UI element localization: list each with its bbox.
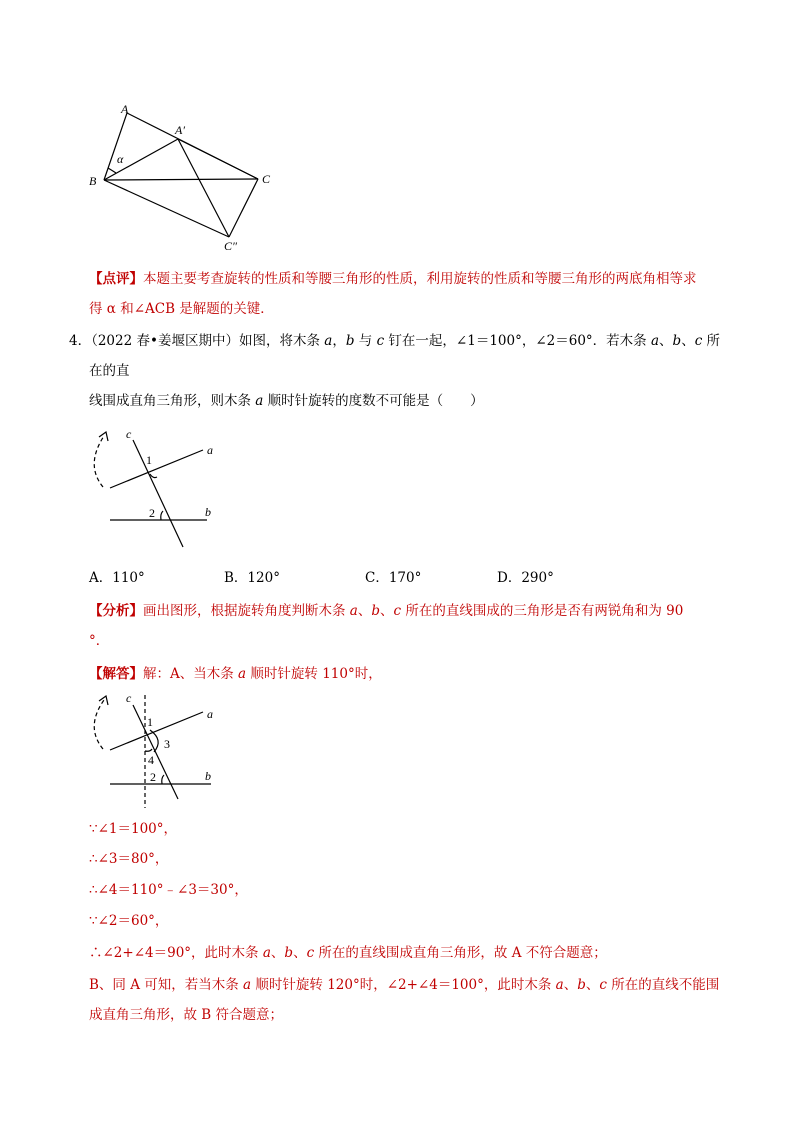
figure-rotation-triangle [80,95,280,260]
var-a-3: a [255,393,264,409]
option-A[interactable]: A．110° [89,570,145,586]
analysis-line-1 [89,601,683,621]
step-5-text-b: 所在的直线围成直角三角形，故 A 不符合题意； [314,945,607,961]
comment-tag: 【点评】 [89,271,143,287]
analysis-text-1b: 所在的直线围成的三角形是否有两锐角和为 90 [401,603,684,619]
question-line-2: 在的直 [89,363,130,379]
step-3: ∴∠4＝110°﹣∠3＝30°， [89,882,248,898]
stick-c [133,705,178,799]
step-B-sep-1: 、 [563,977,578,993]
analysis-text-1a: 画出图形，根据旋转角度判断木条 [143,603,350,619]
step-B-var-b: b [577,977,586,993]
angle-2-arc [162,775,164,784]
segment-BA-prime [104,139,178,180]
answer-tag: 【解答】 [89,666,143,682]
question-text-1e: 所 [702,333,721,349]
comment-text-1: 本题主要考查旋转的性质和等腰三角形的性质，利用旋转的性质和等腰三角形的两底角相等求 [143,271,697,287]
question-sep-2: 、 [681,333,695,349]
analysis-var-a: a [349,603,358,619]
step-1: ∵∠1＝100°， [89,821,178,837]
step-B-var-a-2: a [555,977,564,993]
var-a-2: a [650,333,660,349]
question-comma: ， [332,333,346,349]
step-B-line-2: 成直角三角形，故 B 符合题意； [89,1007,284,1023]
stick-a [110,450,203,488]
question-sep-1: 、 [659,333,673,349]
var-a: a [324,333,333,349]
stick-c [133,440,183,547]
analysis-var-b: b [371,603,381,619]
step-5-var-b: b [284,945,294,961]
var-c: c [376,333,385,349]
rotation-arrow [94,436,104,487]
step-5-text-a: ∴∠2+∠4＝90°，此时木条 [89,945,263,961]
analysis-sep-2: 、 [380,603,394,619]
rotation-arrowhead [99,432,108,441]
rotation-arrow [94,700,104,749]
answer-line-1 [89,664,382,684]
step-5-var-a: a [262,945,271,961]
question-text-1c: 钉在一起，∠1＝100°，∠2＝60°．若木条 [384,333,651,349]
step-B-text-b: 顺时针旋转 120°时，∠2+∠4＝100°，此时木条 [251,977,556,993]
fig2-label-a: a [207,443,213,457]
segment-BC [104,179,258,180]
var-b: b [345,333,355,349]
fig3-label-a: a [207,707,213,721]
step-B-sep-2: 、 [585,977,600,993]
step-B-var-c: c [599,977,607,993]
angle-4-arc [145,749,152,751]
analysis-line-2: °． [89,633,110,649]
fig3-label-c: c [126,691,132,705]
analysis-sep-1: 、 [357,603,372,619]
fig3-label-4: 4 [148,753,154,767]
angle-1-arc [150,474,157,478]
fig3-label-1: 1 [147,715,153,729]
question-text-3b: 顺时针旋转的度数不可能是（ ） [263,393,484,409]
comment-line-2: 得 α 和∠ACB 是解题的关键． [89,301,274,317]
answer-var-a: a [238,666,247,682]
angle-alpha-arc [108,168,116,173]
question-number: 4． [69,333,92,349]
fig3-label-2: 2 [150,770,156,784]
step-5-sep-1: 、 [270,945,285,961]
step-5-var-c: c [306,945,315,961]
figure-rotated-sticks [85,687,235,812]
label-A-prime: A′ [175,123,185,137]
fig2-label-1: 1 [146,453,152,467]
step-B-text-a: B、同 A 可知，若当木条 [89,977,244,993]
label-C-dprime: C″ [224,239,238,253]
question-text-3a: 线围成直角三角形，则木条 [89,393,256,409]
var-c-2: c [694,333,703,349]
option-D[interactable]: D．290° [497,570,554,586]
option-C[interactable]: C．170° [365,570,422,586]
step-4: ∵∠2＝60°， [89,913,169,929]
answer-text-1b: 顺时针旋转 110°时， [246,666,382,682]
segment-B-C-dprime [104,180,229,237]
comment-line-1 [89,269,697,289]
fig2-label-2: 2 [149,506,155,520]
question-line-1 [69,331,720,351]
step-B-var-a: a [243,977,252,993]
segment-AB [104,113,127,180]
step-B-line-1 [89,975,719,995]
question-text-1a: （2022 春•姜堰区期中）如图，将木条 [91,333,325,349]
question-text-1b: 与 [354,333,377,349]
label-alpha: α [117,152,124,166]
label-A: A [121,102,129,116]
label-B: B [89,174,97,188]
var-b-2: b [672,333,682,349]
fig3-label-3: 3 [164,737,170,751]
answer-text-1a: 解：A、当木条 [143,666,239,682]
segment-A-prime-C [178,139,258,179]
step-B-text-c: 所在的直线不能围 [606,977,720,993]
fig2-label-b: b [205,505,211,519]
angle-2-arc [161,511,163,520]
figure-three-sticks [85,422,235,552]
question-line-3 [89,391,484,411]
step-5-sep-2: 、 [293,945,307,961]
segment-C-C-dprime [229,179,258,237]
analysis-tag: 【分析】 [89,603,143,619]
label-C: C [262,172,271,186]
segment-A-prime-C-dprime [178,139,229,237]
fig2-label-c: c [126,427,132,441]
step-2: ∴∠3＝80°， [89,851,169,867]
step-5 [89,943,607,963]
option-B[interactable]: B．120° [224,570,280,586]
analysis-var-c: c [393,603,402,619]
stick-a [110,712,203,750]
fig3-label-b: b [205,769,211,783]
